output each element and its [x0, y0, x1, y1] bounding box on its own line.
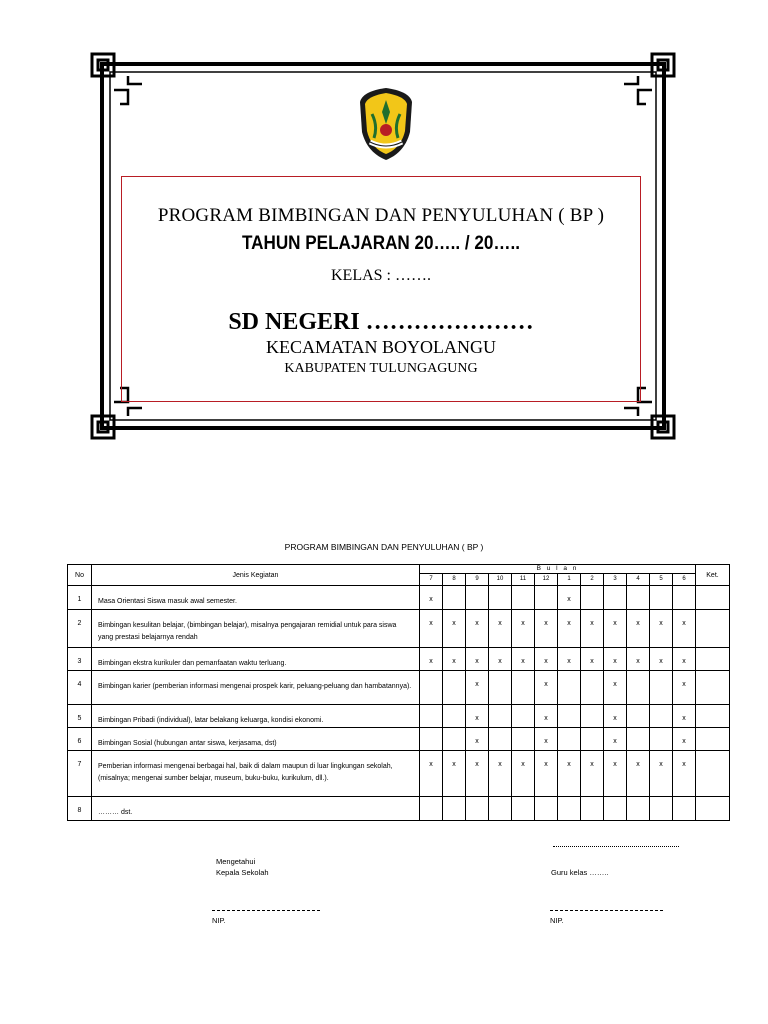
month-header: 9 [466, 574, 489, 586]
month-mark [443, 671, 466, 705]
month-mark: x [581, 751, 604, 797]
month-mark: x [604, 751, 627, 797]
month-mark: x [443, 610, 466, 648]
header-bulan: B u l a n [420, 565, 696, 574]
month-mark: x [466, 671, 489, 705]
month-mark: x [558, 648, 581, 671]
month-mark [604, 797, 627, 821]
month-header: 6 [673, 574, 696, 586]
month-mark: x [535, 728, 558, 751]
month-mark: x [581, 610, 604, 648]
month-mark [673, 586, 696, 610]
month-mark [443, 728, 466, 751]
table-row [68, 671, 730, 705]
month-mark [650, 671, 673, 705]
table-row [68, 648, 730, 671]
month-mark [627, 705, 650, 728]
month-mark [627, 797, 650, 821]
month-mark [581, 728, 604, 751]
month-header: 1 [558, 574, 581, 586]
month-mark [558, 797, 581, 821]
activity-description: Bimbingan Sosial (hubungan antar siswa, kerjasama, dst) [92, 728, 420, 751]
month-header: 10 [489, 574, 512, 586]
month-mark: x [650, 610, 673, 648]
month-mark: x [673, 751, 696, 797]
remarks-cell [696, 797, 730, 821]
month-mark: x [466, 728, 489, 751]
month-mark: x [604, 648, 627, 671]
remarks-cell [696, 705, 730, 728]
month-mark: x [650, 648, 673, 671]
header-ket: Ket. [696, 565, 730, 586]
month-mark [512, 728, 535, 751]
month-mark [581, 586, 604, 610]
class-label: KELAS : ……. [331, 267, 431, 284]
regency-name: KABUPATEN TULUNGAGUNG [284, 361, 478, 376]
month-mark: x [535, 751, 558, 797]
month-mark [443, 586, 466, 610]
district-name: KECAMATAN BOYOLANGU [265, 337, 497, 357]
month-mark [512, 671, 535, 705]
month-mark: x [512, 751, 535, 797]
month-mark: x [420, 586, 443, 610]
date-line [553, 846, 679, 847]
month-mark: x [673, 728, 696, 751]
month-mark [443, 705, 466, 728]
header-jenis-kegiatan: Jenis Kegiatan [92, 565, 420, 586]
month-mark: x [512, 648, 535, 671]
activity-description: Bimbingan ekstra kurikuler dan pemanfaatan waktu terluang. [92, 648, 420, 671]
month-mark: x [627, 751, 650, 797]
academic-year: TAHUN PELAJARAN 20….. / 20….. [241, 233, 521, 254]
acknowledged-label: Mengetahui [216, 857, 256, 866]
month-header: 8 [443, 574, 466, 586]
month-mark: x [627, 610, 650, 648]
month-mark [489, 671, 512, 705]
month-mark [489, 797, 512, 821]
month-mark [627, 671, 650, 705]
month-mark [650, 797, 673, 821]
month-mark [627, 728, 650, 751]
month-mark [420, 728, 443, 751]
remarks-cell [696, 648, 730, 671]
month-mark: x [466, 705, 489, 728]
month-mark: x [489, 610, 512, 648]
month-mark [512, 586, 535, 610]
month-mark: x [489, 648, 512, 671]
activity-description: Pemberian informasi mengenai berbagai hal, baik di dalam maupun di luar lingkungan sekolah, (misalnya; mengenai sumber belajar, museum, buku-buku, kurikulum, dll.). [92, 751, 420, 797]
row-number: 2 [68, 610, 92, 648]
month-mark [420, 705, 443, 728]
month-header: 7 [420, 574, 443, 586]
cover-title: PROGRAM BIMBINGAN DAN PENYULUHAN ( BP ) [157, 205, 605, 226]
month-mark [466, 797, 489, 821]
regency-emblem [356, 86, 416, 162]
school-name: SD NEGERI ………………… [228, 309, 534, 335]
row-number: 3 [68, 648, 92, 671]
month-mark: x [673, 648, 696, 671]
month-header: 12 [535, 574, 558, 586]
remarks-cell [696, 751, 730, 797]
month-mark: x [535, 671, 558, 705]
month-mark [650, 728, 673, 751]
table-row [68, 797, 730, 821]
month-mark: x [489, 751, 512, 797]
row-number: 1 [68, 586, 92, 610]
remarks-cell [696, 586, 730, 610]
table-row [68, 586, 730, 610]
row-number: 5 [68, 705, 92, 728]
month-header: 11 [512, 574, 535, 586]
month-mark: x [558, 751, 581, 797]
month-mark [489, 586, 512, 610]
table-row [68, 728, 730, 751]
month-mark [420, 797, 443, 821]
month-mark [535, 586, 558, 610]
month-mark [673, 797, 696, 821]
month-mark: x [650, 751, 673, 797]
month-mark: x [535, 705, 558, 728]
row-number: 7 [68, 751, 92, 797]
remarks-cell [696, 610, 730, 648]
month-mark: x [512, 610, 535, 648]
month-mark: x [558, 586, 581, 610]
activity-description: Bimbingan Pribadi (individual), latar belakang keluarga, kondisi ekonomi. [92, 705, 420, 728]
left-nip: NIP. [212, 916, 226, 925]
month-mark [489, 728, 512, 751]
left-signature-block [216, 856, 269, 878]
month-mark: x [420, 610, 443, 648]
month-mark: x [673, 705, 696, 728]
month-mark: x [443, 751, 466, 797]
month-mark: x [673, 610, 696, 648]
month-mark: x [420, 751, 443, 797]
remarks-cell [696, 728, 730, 751]
month-mark [558, 671, 581, 705]
right-nip: NIP. [550, 916, 564, 925]
table-row [68, 705, 730, 728]
row-number: 6 [68, 728, 92, 751]
activity-description: ……… dst. [92, 797, 420, 821]
month-mark [581, 671, 604, 705]
month-mark [558, 728, 581, 751]
month-mark [558, 705, 581, 728]
program-table [67, 564, 730, 821]
month-mark [489, 705, 512, 728]
month-mark: x [604, 610, 627, 648]
month-mark [581, 705, 604, 728]
month-mark: x [673, 671, 696, 705]
month-mark [604, 586, 627, 610]
month-mark: x [627, 648, 650, 671]
month-mark: x [604, 705, 627, 728]
teacher-label: Guru kelas …….. [551, 868, 609, 877]
month-header: 3 [604, 574, 627, 586]
month-mark: x [604, 728, 627, 751]
right-signature-line [550, 910, 663, 911]
month-header: 4 [627, 574, 650, 586]
month-mark [512, 797, 535, 821]
month-header: 5 [650, 574, 673, 586]
month-mark: x [466, 648, 489, 671]
month-mark: x [443, 648, 466, 671]
month-mark: x [466, 751, 489, 797]
remarks-cell [696, 671, 730, 705]
month-mark [420, 671, 443, 705]
table-title: PROGRAM BIMBINGAN DAN PENYULUHAN ( BP ) [284, 542, 484, 552]
table-row [68, 610, 730, 648]
cover-title-box [121, 176, 641, 402]
month-mark [466, 586, 489, 610]
month-mark: x [420, 648, 443, 671]
month-mark [443, 797, 466, 821]
activity-description: Bimbingan kesulitan belajar, (bimbingan belajar), misalnya pengajaran remidial untuk para siswa yang prestasi belajarnya rendah [92, 610, 420, 648]
month-mark: x [535, 648, 558, 671]
activity-description: Masa Orientasi Siswa masuk awal semester. [92, 586, 420, 610]
left-signature-line [212, 910, 320, 911]
activity-description: Bimbingan karier (pemberian informasi mengenai prospek karir, peluang-peluang dan hambatannya). [92, 671, 420, 705]
month-header: 2 [581, 574, 604, 586]
month-mark [581, 797, 604, 821]
month-mark: x [581, 648, 604, 671]
month-mark [535, 797, 558, 821]
month-mark [650, 586, 673, 610]
row-number: 8 [68, 797, 92, 821]
month-mark [512, 705, 535, 728]
month-mark: x [558, 610, 581, 648]
month-mark [650, 705, 673, 728]
month-mark: x [466, 610, 489, 648]
row-number: 4 [68, 671, 92, 705]
month-mark: x [604, 671, 627, 705]
principal-label: Kepala Sekolah [216, 868, 269, 877]
month-mark [627, 586, 650, 610]
header-no: No [68, 565, 92, 586]
month-mark: x [535, 610, 558, 648]
table-row [68, 751, 730, 797]
